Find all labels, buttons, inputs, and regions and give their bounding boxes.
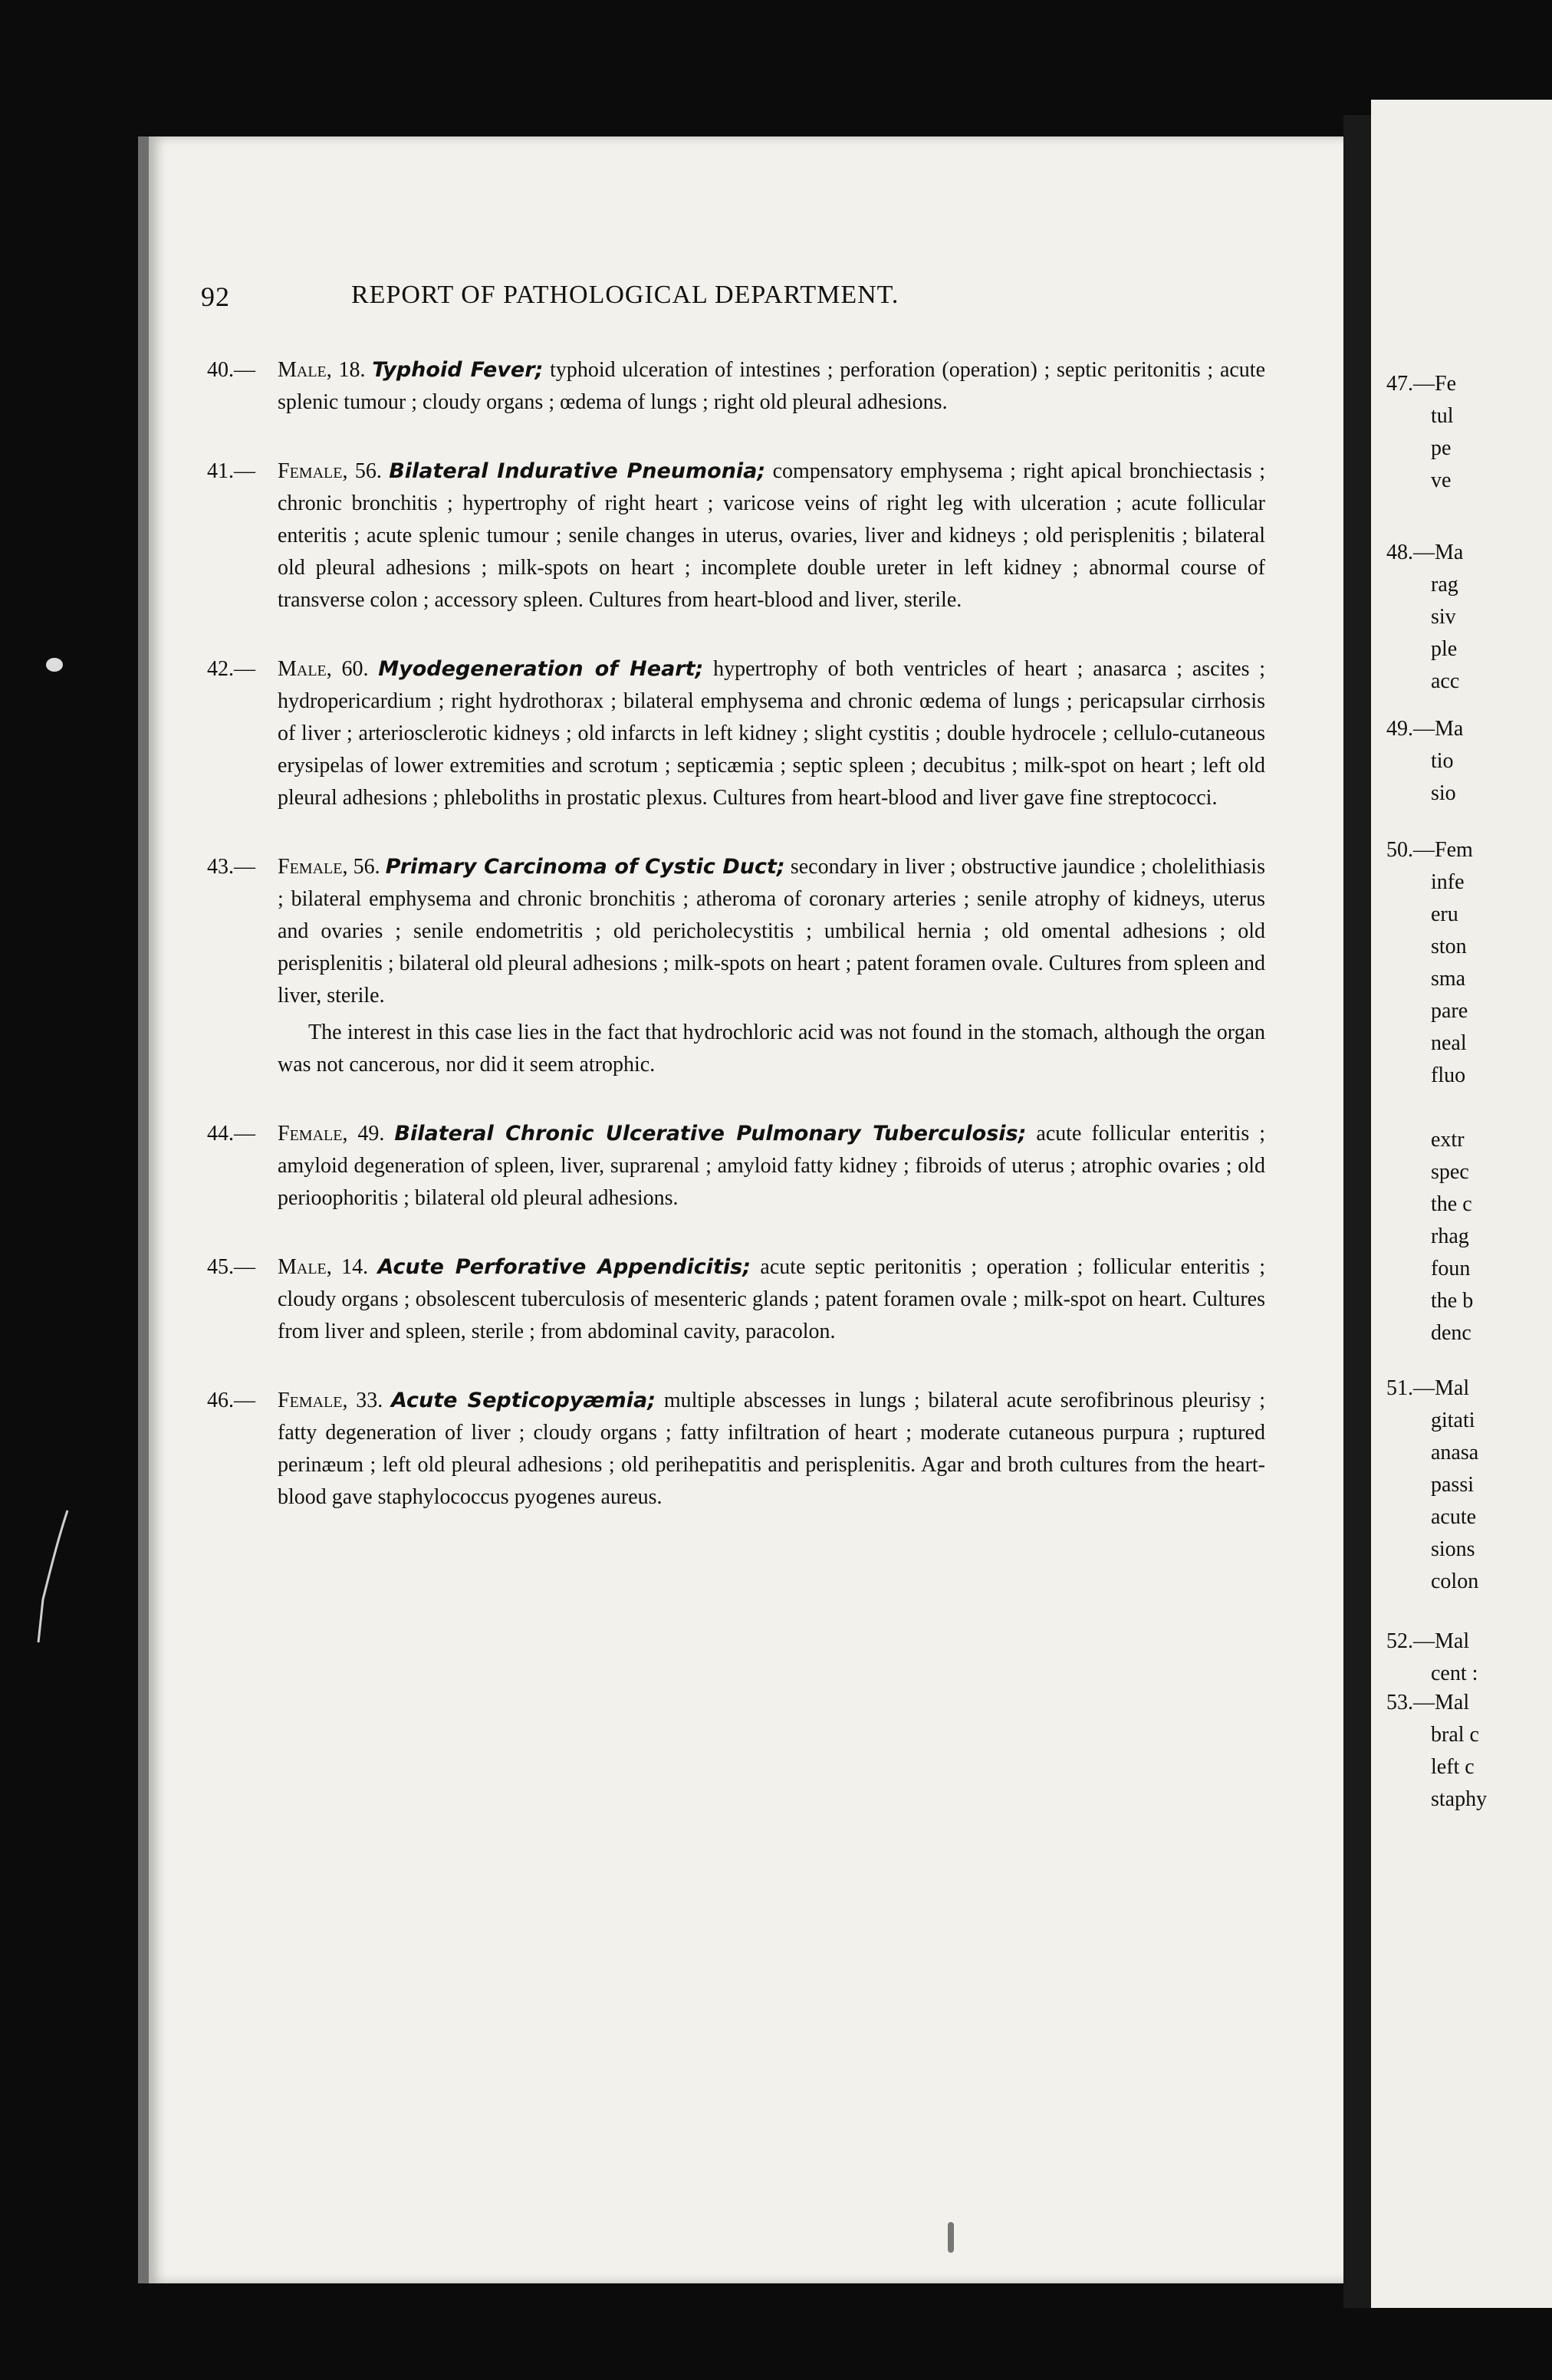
right-page-entry-line: infe <box>1431 870 1465 894</box>
right-page-entry-line: neal <box>1431 1031 1467 1055</box>
case-findings: hypertrophy of both ventricles of heart ; anasarca ; ascites ; hydropericardium ; right hydrothorax ; bilateral emphysema and chronic œdema of lungs ; pericapsular cirrhosis of liver ; arteriosclerotic kidneys ; old infarcts in left kidney ; slight cystitis ; double hydrocele ; cellulo-cutaneous erysipelas of lower extremities and scrotum ; septicæmia ; septic spleen ; decubitus ; milk-spot on heart ; left old pleural adhesions ; phleboliths in prostatic plexus. Cultures from heart-blood and liver gave fine streptococci. <box>278 657 1265 810</box>
case-entries <box>207 354 1265 1550</box>
patient-sex-age: Female, 33. <box>278 1389 383 1412</box>
right-page-entry-head: 52.—Mal <box>1386 1629 1470 1653</box>
right-page-entry-line: left c <box>1431 1755 1475 1779</box>
right-page-entry-line: ve <box>1431 468 1452 492</box>
case-entry <box>207 1118 1265 1215</box>
case-entry <box>207 851 1265 1081</box>
case-number: 43.— <box>207 855 255 879</box>
right-page-entry-head: 50.—Fem <box>1386 838 1473 862</box>
case-findings: typhoid ulceration of intestines ; perforation (operation) ; septic peritonitis ; acute splenic tumour ; cloudy organs ; œdema of lungs ; right old pleural adhesions. <box>278 358 1266 414</box>
right-page-entry-head: 47.—Fe <box>1386 372 1456 396</box>
patient-sex-age: Male, 18. <box>278 358 366 382</box>
case-number: 41.— <box>207 459 255 483</box>
case-entry <box>207 1251 1265 1348</box>
right-page-entry-line: spec <box>1431 1160 1469 1184</box>
right-page-entry-line: fluo <box>1431 1063 1466 1087</box>
patient-sex-age: Female, 56. <box>278 459 382 483</box>
right-page-entry <box>1386 1626 1552 1690</box>
book-gutter <box>1343 115 1371 2308</box>
right-page-entry-line: denc <box>1431 1321 1471 1345</box>
diagnosis-title: Acute Septicopyæmia; <box>390 1389 656 1412</box>
case-number: 42.— <box>207 657 255 681</box>
right-page-entry-line: colon <box>1431 1570 1479 1593</box>
case-findings: secondary in liver ; obstructive jaundice ; cholelithiasis ; bilateral emphysema and chronic bronchitis ; atheroma of coronary arteries ; senile atrophy of kidneys, uterus and ovaries ; senile endometritis ; old pericholecystitis ; umbilical hernia ; old omental adhesions ; old perisplenitis ; bilateral old pleural adhesions ; milk-spots on heart ; patent foramen ovale. Cultures from spleen and liver, sterile. <box>278 855 1265 1008</box>
pencil-mark <box>28 1507 74 1645</box>
diagnosis-title: Bilateral Indurative Pneumonia; <box>389 459 766 483</box>
right-page-entry-line: anasa <box>1431 1441 1479 1464</box>
right-page-entry-line: foun <box>1431 1257 1471 1280</box>
right-page-entry-line: sma <box>1431 967 1466 991</box>
right-page-entry-head: 53.—Mal <box>1386 1691 1470 1714</box>
right-page-entry-line: siv <box>1431 605 1456 629</box>
right-page <box>1371 100 1552 2308</box>
right-page-entry-head: 49.—Ma <box>1386 717 1464 741</box>
diagnosis-title: Bilateral Chronic Ulcerative Pulmonary Tuberculosis; <box>394 1122 1027 1146</box>
case-note: The interest in this case lies in the fact that hydrochloric acid was not found in the stomach, although the organ was not cancerous, nor did it seem atrophic. <box>278 1021 1265 1077</box>
right-page-entry-line: the b <box>1431 1289 1474 1313</box>
right-page-entry-line: passi <box>1431 1473 1474 1497</box>
right-page-entry <box>1386 537 1552 698</box>
right-page-entry-line: sions <box>1431 1537 1475 1561</box>
patient-sex-age: Female, 49. <box>278 1122 385 1146</box>
right-page-entry-line: sio <box>1431 781 1456 805</box>
case-entry <box>207 455 1265 616</box>
case-entry <box>207 354 1265 419</box>
right-page-entry-line: pe <box>1431 436 1452 460</box>
case-findings: acute follicular enteritis ; amyloid degeneration of spleen, liver, suprarenal ; amyloid fatty kidney ; fibroids of uterus ; atrophic ovaries ; old perioophoritis ; bilateral old pleural adhesions. <box>278 1122 1266 1210</box>
diagnosis-title: Acute Perforative Appendicitis; <box>377 1255 751 1279</box>
case-number: 45.— <box>207 1255 255 1279</box>
right-page-entry-head: 51.—Mal <box>1386 1376 1470 1400</box>
dust-speck <box>948 2222 954 2253</box>
case-number: 44.— <box>207 1122 255 1146</box>
right-page-entry-line: ston <box>1431 935 1467 958</box>
right-page-entry-line: tio <box>1431 749 1454 773</box>
right-page-entry-line: pare <box>1431 999 1468 1023</box>
right-page-entry-line: acc <box>1431 669 1460 693</box>
case-number: 40.— <box>207 358 255 382</box>
case-entry <box>207 653 1265 814</box>
dust-speck <box>46 658 63 672</box>
case-findings: acute septic peritonitis ; operation ; follicular enteritis ; cloudy organs ; obsolescent tuberculosis of mesenteric glands ; patent foramen ovale ; milk-spot on heart. Cultures from liver and spleen, sterile ; from abdominal cavity, paracolon. <box>278 1255 1265 1343</box>
right-page-entry-line: staphy <box>1431 1787 1488 1811</box>
right-page-entry <box>1386 713 1552 810</box>
right-page-entry-line: bral c <box>1431 1723 1479 1747</box>
right-page-entry-line: tul <box>1431 404 1454 428</box>
right-page-entry-line: the c <box>1431 1192 1472 1216</box>
case-findings: compensatory emphysema ; right apical bronchiectasis ; chronic bronchitis ; hypertrophy of right heart ; varicose veins of right leg with ulceration ; acute follicular enteritis ; acute splenic tumour ; senile changes in uterus, ovaries, liver and kidneys ; old perisplenitis ; bilateral old pleural adhesions ; milk-spots on heart ; incomplete double ureter in left kidney ; abnormal course of transverse colon ; accessory spleen. Cultures from heart-blood and liver, sterile. <box>278 459 1266 612</box>
right-page-entry-line: gitati <box>1431 1409 1475 1432</box>
patient-sex-age: Male, 14. <box>278 1255 369 1279</box>
diagnosis-title: Primary Carcinoma of Cystic Duct; <box>385 855 785 879</box>
page-number: 92 <box>201 281 230 312</box>
right-page-entry-head: 48.—Ma <box>1386 541 1464 564</box>
right-page-entry <box>1386 1687 1552 1816</box>
right-page-entry-line <box>1386 1092 1552 1124</box>
right-page-entry-line: acute <box>1431 1505 1477 1529</box>
right-page-entry-line: rhag <box>1431 1225 1469 1248</box>
patient-sex-age: Female, 56. <box>278 855 380 879</box>
right-page-entry-line: extr <box>1431 1128 1465 1152</box>
right-page-entry <box>1386 834 1552 1349</box>
case-entry <box>207 1385 1265 1514</box>
right-page-entry <box>1386 368 1552 497</box>
right-page-entry-line: cent : <box>1431 1662 1478 1685</box>
case-findings: multiple abscesses in lungs ; bilateral acute serofibrinous pleurisy ; fatty degeneration of liver ; cloudy organs ; fatty infiltration of heart ; moderate cutaneous purpura ; ruptured perinæum ; left old pleural adhesions ; old perihepatitis and perisplenitis. Agar and broth cultures from the heart-blood gave staphylococcus pyogenes aureus. <box>278 1389 1266 1509</box>
right-page-entry-line: ple <box>1431 637 1458 661</box>
patient-sex-age: Male, 60. <box>278 657 369 681</box>
right-page-entry <box>1386 1372 1552 1598</box>
case-number: 46.— <box>207 1389 255 1412</box>
running-head: REPORT OF PATHOLOGICAL DEPARTMENT. <box>351 281 899 309</box>
diagnosis-title: Typhoid Fever; <box>372 358 544 382</box>
right-page-entry-line: rag <box>1431 573 1458 597</box>
right-page-entry-line: eru <box>1431 902 1458 926</box>
diagnosis-title: Myodegeneration of Heart; <box>378 657 704 681</box>
